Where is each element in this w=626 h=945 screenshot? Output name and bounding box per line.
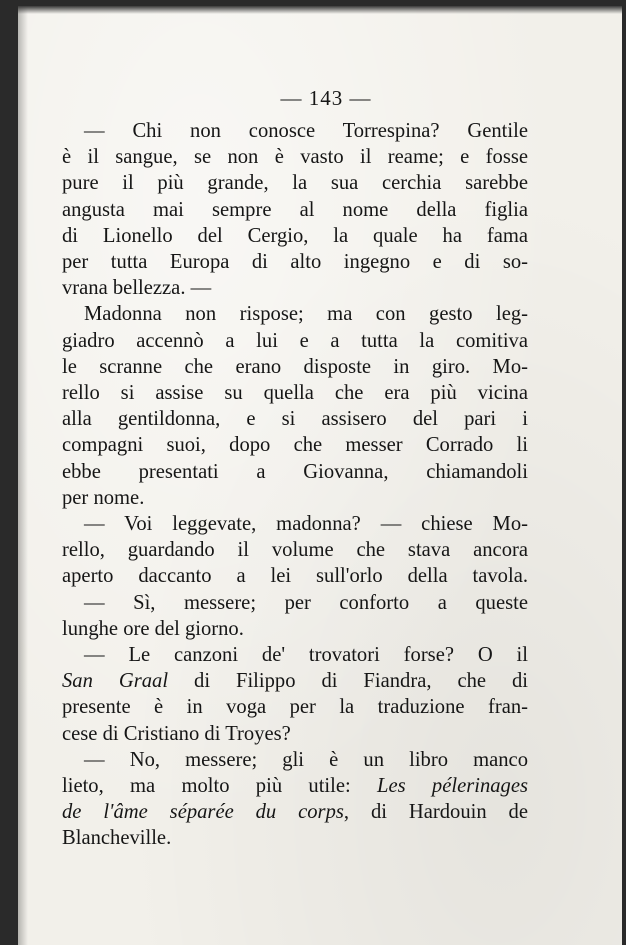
text-line: per tutta Europa di alto ingegno e di so-	[62, 251, 528, 274]
text-line: — No, messere; gli è un libro manco	[84, 748, 528, 771]
text-line	[62, 799, 528, 825]
text-line: è il sangue, se non è vasto il reame; e fosse	[62, 146, 528, 169]
text-line: giadro accennò a lui e a tutta la comitiva	[62, 329, 528, 352]
book-page	[18, 6, 622, 945]
text-line: le scranne che erano disposte in giro. Mo-	[62, 355, 528, 378]
text-line	[62, 668, 528, 694]
text-line: — Le canzoni de' trovatori forse? O il	[84, 644, 528, 667]
text-line: presente è in voga per la traduzione fran-	[62, 696, 528, 719]
text-line: cese di Cristiano di Troyes?	[62, 722, 291, 745]
text-line: rello si assise su quella che era più vicina	[62, 382, 528, 405]
text-line: Madonna non rispose; ma con gesto leg-	[84, 303, 528, 326]
italic-title: de l'âme séparée du corps	[62, 801, 344, 824]
text-line: — Chi non conosce Torrespina? Gentile	[84, 120, 528, 142]
text-segment: lieto, ma molto più utile:	[62, 775, 378, 798]
text-line: alla gentildonna, e si assisero del pari i	[62, 408, 528, 431]
text-line: per nome.	[62, 486, 145, 509]
text-line: Blancheville.	[62, 827, 172, 850]
text-line: aperto daccanto a lei sull'orlo della tavola.	[62, 565, 528, 588]
text-line: pure il più grande, la sua cerchia sarebbe	[62, 172, 528, 195]
text-line: — Voi leggevate, madonna? — chiese Mo-	[84, 513, 528, 536]
text-line: angusta mai sempre al nome della figlia	[62, 198, 528, 221]
body-text	[62, 118, 528, 852]
spine-shadow	[18, 6, 28, 945]
text-line: ebbe presentati a Giovanna, chiamandoli	[62, 460, 528, 483]
text-line: di Lionello del Cergio, la quale ha fama	[62, 224, 528, 247]
text-line: rello, guardando il volume che stava ancora	[62, 539, 528, 562]
italic-title: Les pélerinages	[377, 775, 528, 798]
text-line: vrana bellezza. —	[62, 277, 212, 300]
text-segment: di Filippo di Fiandra, che di	[168, 670, 528, 693]
text-line	[62, 773, 528, 799]
text-line: compagni suoi, dopo che messer Corrado li	[62, 434, 528, 457]
text-line: lunghe ore del giorno.	[62, 617, 244, 640]
page-number: — 143 —	[280, 86, 372, 110]
text-line: — Sì, messere; per conforto a queste	[84, 591, 528, 614]
text-segment: , di Hardouin de	[343, 801, 528, 824]
top-shadow	[18, 6, 622, 14]
italic-title: San Graal	[62, 670, 169, 693]
